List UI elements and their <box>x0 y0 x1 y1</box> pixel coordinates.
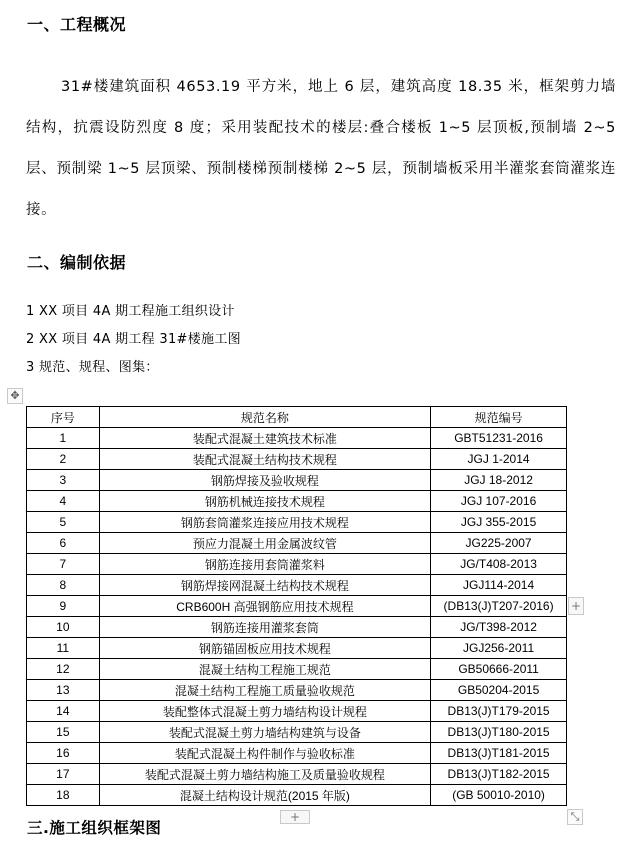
cell-code: JGJ114-2014 <box>431 575 567 596</box>
cell-seq: 18 <box>27 785 100 806</box>
section1-heading: 一、工程概况 <box>27 15 127 34</box>
cell-name: 装配式混凝土构件制作与验收标准 <box>99 743 430 764</box>
header-name: 规范名称 <box>99 407 430 428</box>
add-row-button[interactable]: + <box>280 810 310 824</box>
table-row <box>27 596 567 617</box>
cell-seq: 12 <box>27 659 100 680</box>
table-row <box>27 554 567 575</box>
cell-code: (GB 50010-2010) <box>431 785 567 806</box>
cell-seq: 16 <box>27 743 100 764</box>
table-row <box>27 638 567 659</box>
cell-name: 钢筋连接用灌浆套筒 <box>99 617 430 638</box>
cell-seq: 15 <box>27 722 100 743</box>
cell-name: 装配式混凝土建筑技术标准 <box>99 428 430 449</box>
table-row <box>27 722 567 743</box>
cell-seq: 13 <box>27 680 100 701</box>
table-row <box>27 659 567 680</box>
cell-name: 钢筋连接用套筒灌浆料 <box>99 554 430 575</box>
cell-name: 钢筋机械连接技术规程 <box>99 491 430 512</box>
project-overview-paragraph: 31#楼建筑面积 4653.19 平方米，地上 6 层，建筑高度 18.35 米，框架剪力墙结构，抗震设防烈度 8 度；采用装配技术的楼层:叠合楼板 1~5 层顶板,预制墙 2~5 层、预制梁 1~5 层顶梁、预制楼梯预制楼梯 2~5 层，预制墙板采用半灌浆套筒灌浆连接。 <box>26 79 616 218</box>
cell-code: JG/T398-2012 <box>431 617 567 638</box>
cell-name: 装配整体式混凝土剪力墙结构设计规程 <box>99 701 430 722</box>
section3-heading: 三.施工组织框架图 <box>27 819 162 837</box>
table-move-handle-icon[interactable]: ✥ <box>7 388 23 404</box>
list-item: 1 XX 项目 4A 期工程施工组织设计 <box>26 304 235 319</box>
cell-name: 预应力混凝土用金属波纹管 <box>99 533 430 554</box>
cell-name: 钢筋焊接网混凝土结构技术规程 <box>99 575 430 596</box>
cell-seq: 8 <box>27 575 100 596</box>
cell-seq: 4 <box>27 491 100 512</box>
header-code: 规范编号 <box>431 407 567 428</box>
cell-code: JG/T408-2013 <box>431 554 567 575</box>
list-item: 2 XX 项目 4A 期工程 31#楼施工图 <box>26 332 241 347</box>
table-row <box>27 764 567 785</box>
table-row <box>27 533 567 554</box>
cell-code: GB50204-2015 <box>431 680 567 701</box>
cell-code: DB13(J)T182-2015 <box>431 764 567 785</box>
table-row <box>27 575 567 596</box>
cell-code: JG225-2007 <box>431 533 567 554</box>
cell-name: CRB600H 高强钢筋应用技术规程 <box>99 596 430 617</box>
cell-code: DB13(J)T180-2015 <box>431 722 567 743</box>
cell-code: DB13(J)T179-2015 <box>431 701 567 722</box>
cell-seq: 6 <box>27 533 100 554</box>
cell-code: JGJ 107-2016 <box>431 491 567 512</box>
cell-name: 装配式混凝土剪力墙结构施工及质量验收规程 <box>99 764 430 785</box>
section2-heading: 二、编制依据 <box>27 253 127 272</box>
cell-seq: 9 <box>27 596 100 617</box>
cell-seq: 5 <box>27 512 100 533</box>
cell-code: JGJ 355-2015 <box>431 512 567 533</box>
table-row <box>27 680 567 701</box>
table-row <box>27 617 567 638</box>
cell-seq: 2 <box>27 449 100 470</box>
cell-name: 装配式混凝土结构技术规程 <box>99 449 430 470</box>
table-resize-icon[interactable]: ⤡ <box>567 809 583 825</box>
cell-code: JGJ 18-2012 <box>431 470 567 491</box>
cell-code: JGJ 1-2014 <box>431 449 567 470</box>
add-column-button[interactable]: + <box>568 597 584 615</box>
table-row <box>27 470 567 491</box>
table-row <box>27 491 567 512</box>
cell-name: 钢筋套筒灌浆连接应用技术规程 <box>99 512 430 533</box>
basis-list <box>26 298 241 382</box>
cell-seq: 7 <box>27 554 100 575</box>
list-item: 3 规范、规程、图集： <box>26 360 159 375</box>
table-row <box>27 785 567 806</box>
cell-seq: 17 <box>27 764 100 785</box>
table-row <box>27 428 567 449</box>
cell-code: GBT51231-2016 <box>431 428 567 449</box>
cell-name: 混凝土结构设计规范(2015 年版) <box>99 785 430 806</box>
cell-name: 钢筋焊接及验收规程 <box>99 470 430 491</box>
cell-code: GB50666-2011 <box>431 659 567 680</box>
cell-name: 装配式混凝土剪力墙结构建筑与设备 <box>99 722 430 743</box>
table-row <box>27 701 567 722</box>
cell-code: JGJ256-2011 <box>431 638 567 659</box>
table-row <box>27 449 567 470</box>
cell-code: DB13(J)T181-2015 <box>431 743 567 764</box>
cell-code: (DB13(J)T207-2016) <box>431 596 567 617</box>
table-row <box>27 743 567 764</box>
cell-name: 混凝土结构工程施工规范 <box>99 659 430 680</box>
table-row <box>27 512 567 533</box>
cell-name: 混凝土结构工程施工质量验收规范 <box>99 680 430 701</box>
table-header-row <box>27 407 567 428</box>
cell-seq: 1 <box>27 428 100 449</box>
cell-seq: 14 <box>27 701 100 722</box>
standards-table <box>26 406 567 806</box>
cell-name: 钢筋锚固板应用技术规程 <box>99 638 430 659</box>
cell-seq: 3 <box>27 470 100 491</box>
cell-seq: 11 <box>27 638 100 659</box>
header-seq: 序号 <box>27 407 100 428</box>
cell-seq: 10 <box>27 617 100 638</box>
